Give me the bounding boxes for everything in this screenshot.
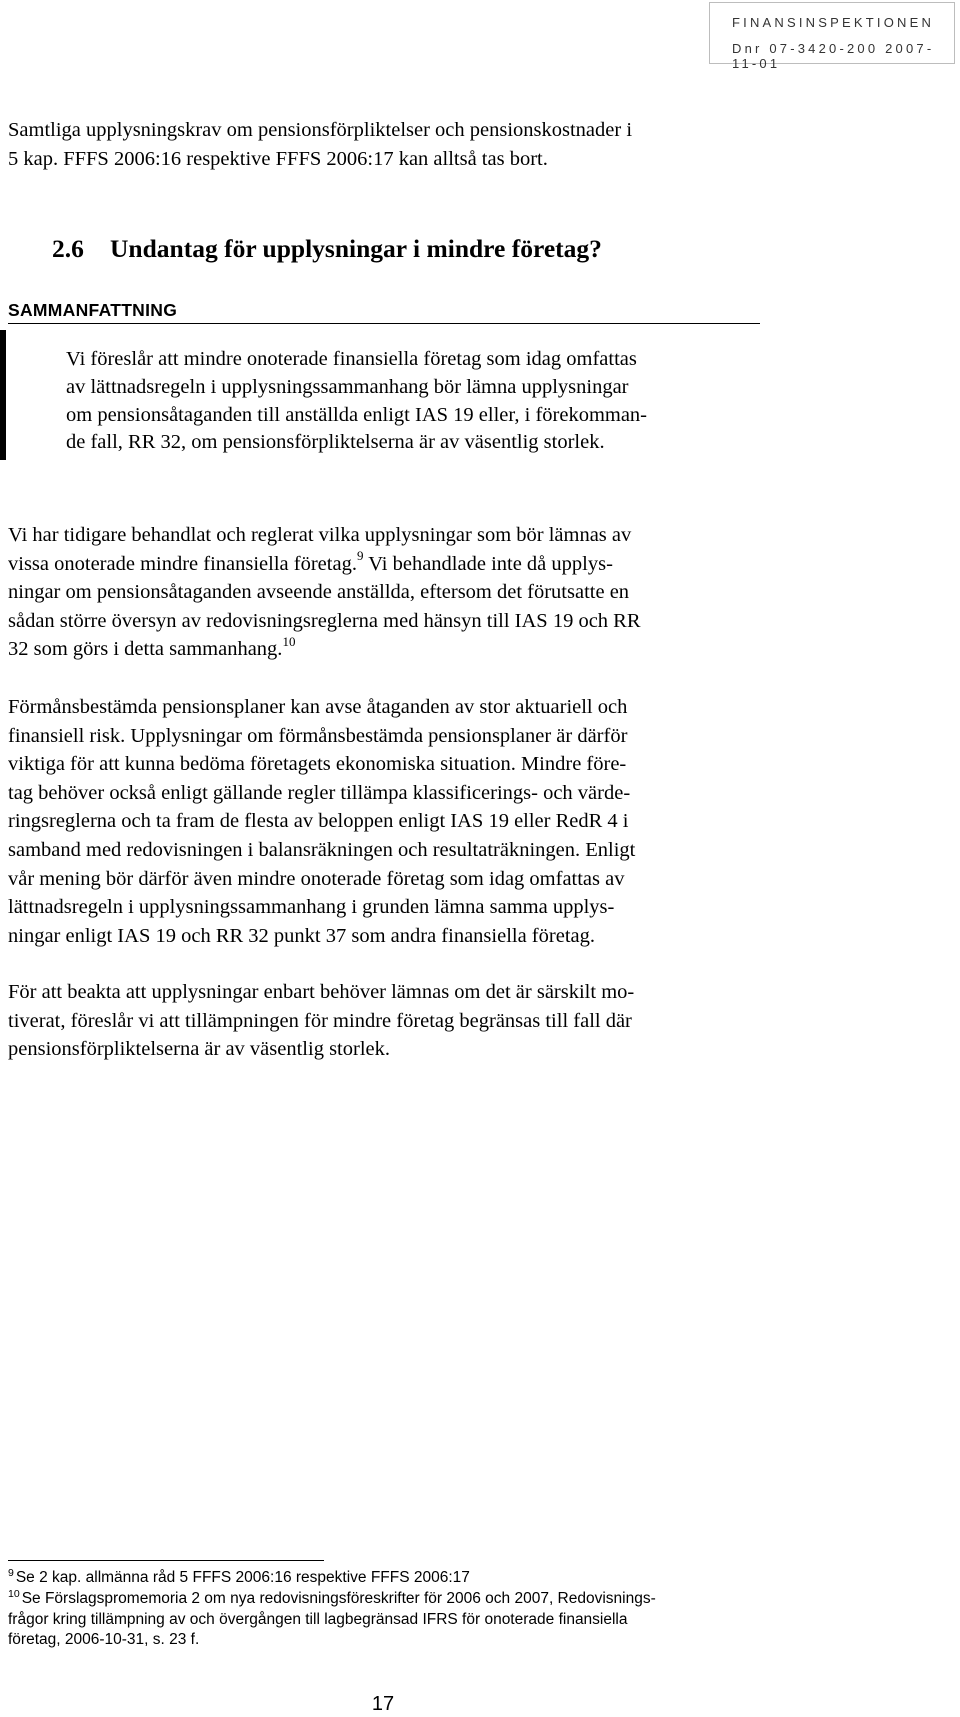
text-line: tag behöver också enligt gällande regler tillämpa klassificerings- och värde- [8,781,631,804]
text-fragment: vissa onoterade mindre finansiella företag. [8,552,357,575]
text-line: Samtliga upplysningskrav om pensionsförpliktelser och pensionskostnader i [8,119,633,141]
text-line [8,547,758,579]
text-line: 5 kap. FFFS 2006:16 respektive FFFS 2006:17 kan alltså tas bort. [8,147,548,170]
footnote-text: Se Förslagspromemoria 2 om nya redovisningsföreskrifter för 2006 och 2007, Redovisnings- [21,1590,656,1608]
footnote-text: frågor kring tillämpning av och övergången till lagbegränsad IFRS för onoterade finansiella [8,1611,628,1629]
paragraph-2 [8,693,758,950]
footnote-10 [8,1589,748,1649]
text-line: vår mening bör därför även mindre onoterade företag som idag omfattas av [8,867,625,890]
text-line: av lättnadsregeln i upplysningssammanhang bör lämna upplysningar [66,375,629,398]
footnote-number: 10 [8,1588,20,1601]
paragraph-3 [8,978,758,1064]
text-line: ningar enligt IAS 19 och RR 32 punkt 37 som andra finansiella företag. [8,924,595,947]
page-number: 17 [371,1693,395,1715]
text-line: sådan större översyn av redovisningsreglerna med hänsyn till IAS 19 och RR [8,609,641,632]
summary-text [66,346,756,457]
summary-side-bar [0,330,6,460]
text-line: För att beakta att upplysningar enbart behöver lämnas om det är särskilt mo- [8,981,635,1003]
footnote-divider [8,1560,324,1561]
text-line: om pensionsåtaganden till anställda enligt IAS 19 eller, i förekomman- [66,403,648,426]
section-number: 2.6 [52,234,84,263]
text-line: Förmånsbestämda pensionsplaner kan avse åtaganden av stor aktuariell och [8,696,628,718]
text-line [8,635,758,664]
footnote-reference-10[interactable]: 10 [282,633,296,649]
text-line: ringsreglerna och ta fram de flesta av beloppen enligt IAS 19 eller RedR 4 i [8,810,629,833]
intro-paragraph [8,116,758,173]
section-title: Undantag för upplysningar i mindre företag? [110,234,602,263]
section-heading [52,234,602,264]
text-line: ningar om pensionsåtaganden avseende anställda, eftersom det förutsatte en [8,581,630,604]
reference-number: Dnr 07-3420-200 2007-11-01 [732,41,935,71]
summary-label: SAMMANFATTNING [8,300,178,320]
footnote-reference-9[interactable]: 9 [356,547,364,563]
text-fragment: 32 som görs i detta sammanhang. [8,638,283,661]
document-header [709,2,955,71]
footnotes [8,1568,748,1649]
text-fragment: Vi behandlade inte då upplys- [363,552,613,575]
organization-name: FINANSINSPEKTIONEN [732,15,935,30]
text-line: finansiell risk. Upplysningar om förmånsbestämda pensionsplaner är därför [8,724,628,747]
text-line: Vi har tidigare behandlat och reglerat vilka upplysningar som bör lämnas av [8,524,632,546]
footnote-text: företag, 2006-10-31, s. 23 f. [8,1630,200,1648]
text-line: Vi föreslår att mindre onoterade finansiella företag som idag omfattas [66,348,637,370]
text-line: de fall, RR 32, om pensionsförpliktelserna är av väsentlig storlek. [66,431,605,454]
footnote-text: Se 2 kap. allmänna råd 5 FFFS 2006:16 respektive FFFS 2006:17 [15,1569,470,1586]
summary-divider [8,323,760,324]
footnote-9 [8,1568,748,1589]
text-line: tiverat, föreslår vi att tillämpningen för mindre företag begränsas till fall där [8,1009,632,1032]
footnote-number: 9 [8,1567,14,1579]
text-line: lättnadsregeln i upplysningssammanhang i grunden lämna samma upplys- [8,896,615,919]
text-line: samband med redovisningen i balansräkningen och resultaträkningen. Enligt [8,838,636,861]
text-line: pensionsförpliktelserna är av väsentlig storlek. [8,1038,390,1061]
paragraph-1 [8,521,758,664]
text-line: viktiga för att kunna bedöma företagets ekonomiska situation. Mindre före- [8,753,627,776]
